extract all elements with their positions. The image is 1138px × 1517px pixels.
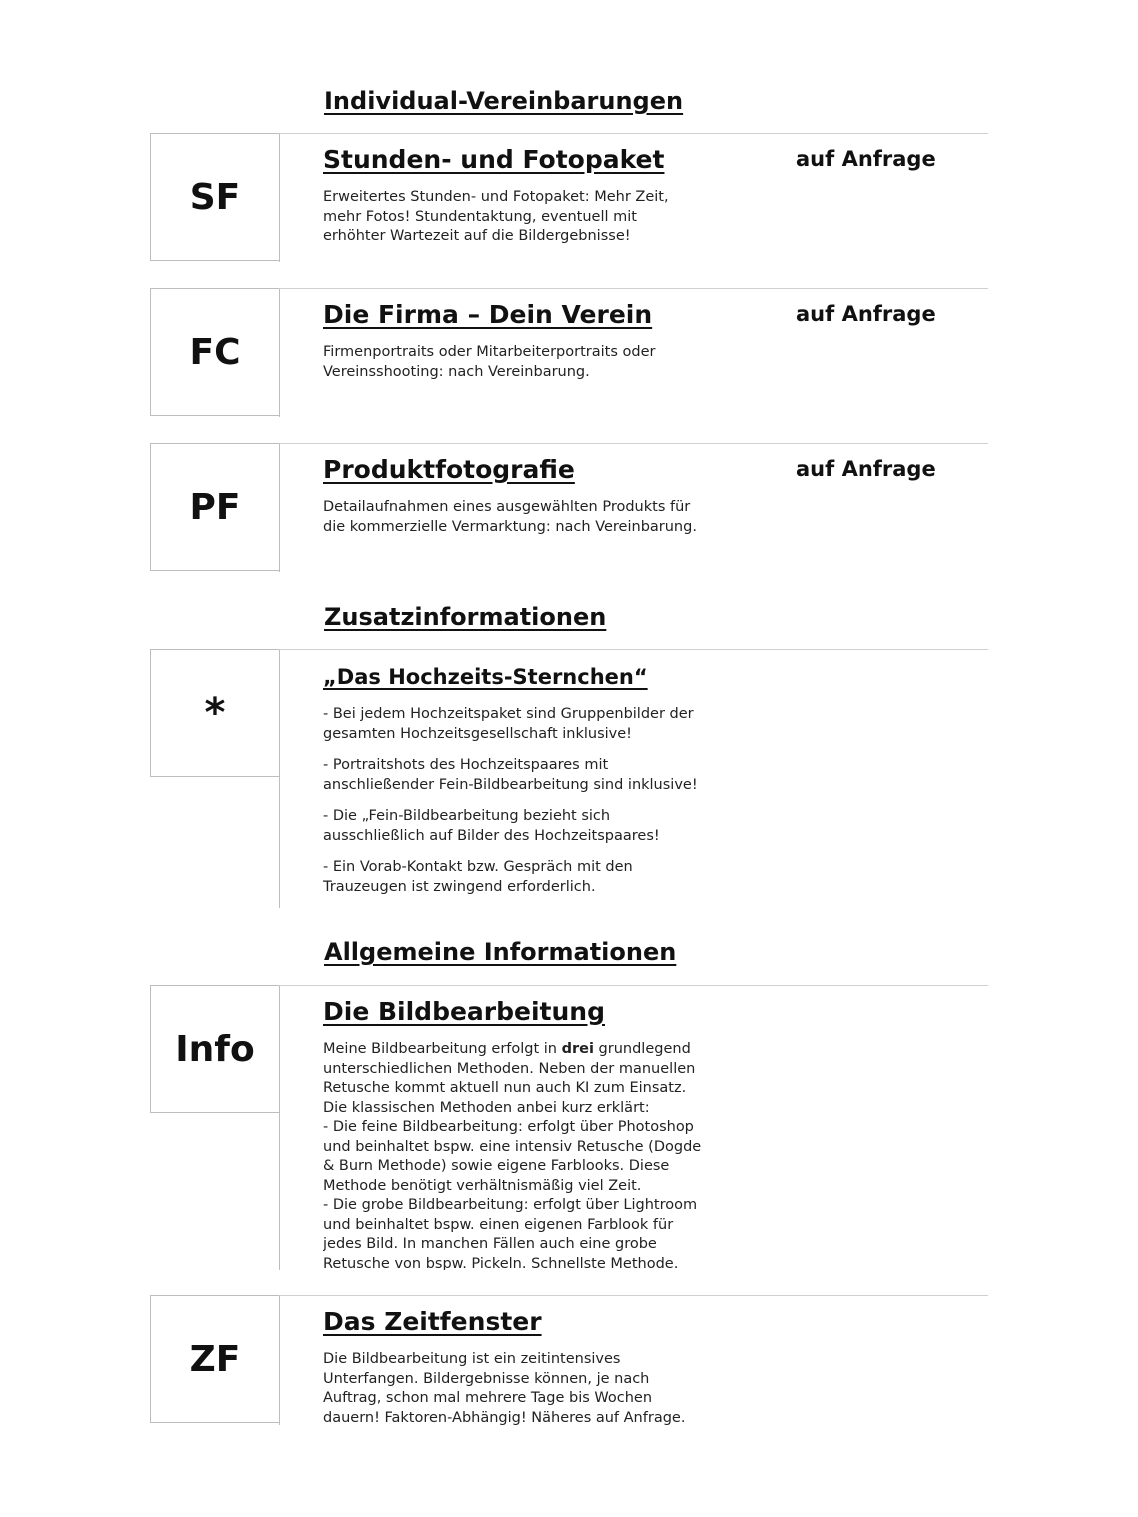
item-sf bbox=[150, 133, 988, 264]
item-zf bbox=[150, 1295, 988, 1426]
divider bbox=[279, 133, 988, 134]
item-code-info: Info bbox=[150, 985, 279, 1113]
info-coarse-editing: - Die grobe Bildbearbeitung: erfolgt über Lightroom und beinhaltet bspw. einen eigenen Farblook für jedes Bild. In manchen Fällen auch eine grobe Retusche von bspw. Pickeln. Schnellste Methode. bbox=[323, 1197, 698, 1270]
divider bbox=[279, 985, 280, 1270]
item-title-pf: Produktfotografie bbox=[323, 455, 575, 484]
list-item: - Die „Fein-Bildbearbeitung bezieht sich ausschließlich auf Bilder des Hochzeitspaares! bbox=[323, 808, 660, 844]
item-star bbox=[150, 649, 988, 909]
section-title-zusatz: Zusatzinformationen bbox=[324, 603, 607, 631]
divider bbox=[279, 1295, 280, 1425]
item-code-pf: PF bbox=[150, 443, 279, 571]
note-list bbox=[323, 705, 703, 909]
item-title-star: „Das Hochzeits-Sternchen“ bbox=[323, 665, 648, 689]
divider bbox=[279, 288, 988, 289]
item-desc-zf: Die Bildbearbeitung ist ein zeitintensives Unterfangen. Bildergebnisse können, je nach Auftrag, schon mal mehrere Tage bis Wochen dauern! Faktoren-Abhängig! Näheres auf Anfrage. bbox=[323, 1351, 686, 1426]
item-price-pf: auf Anfrage bbox=[796, 457, 936, 481]
section-title-allgemein: Allgemeine Informationen bbox=[324, 938, 677, 966]
divider bbox=[279, 288, 280, 417]
divider bbox=[279, 133, 280, 262]
divider bbox=[279, 985, 988, 986]
list-item: - Portraitshots des Hochzeitspaares mit anschließender Fein-Bildbearbeitung sind inklusive! bbox=[323, 757, 698, 793]
item-code-fc: FC bbox=[150, 288, 279, 416]
item-desc-fc: Firmenportraits oder Mitarbeiterportraits oder Vereinsshooting: nach Vereinbarung. bbox=[323, 344, 656, 380]
item-fc bbox=[150, 288, 988, 419]
item-code-sf: SF bbox=[150, 133, 279, 261]
item-title-sf: Stunden- und Fotopaket bbox=[323, 145, 665, 174]
divider bbox=[279, 1295, 988, 1296]
item-price-fc: auf Anfrage bbox=[796, 302, 936, 326]
divider bbox=[279, 649, 280, 908]
section-title-individual: Individual-Vereinbarungen bbox=[324, 87, 684, 115]
item-desc-info bbox=[323, 1040, 703, 1270]
item-price-sf: auf Anfrage bbox=[796, 147, 936, 171]
divider bbox=[279, 443, 988, 444]
info-fine-editing: - Die feine Bildbearbeitung: erfolgt über Photoshop und beinhaltet bspw. eine intensiv Retusche (Dogde & Burn Methode) sowie eigene Farblooks. Diese Methode benötigt verhältnismäßig viel Zeit. bbox=[323, 1119, 702, 1194]
item-title-zf: Das Zeitfenster bbox=[323, 1307, 542, 1336]
info-intro-text: Meine Bildbearbeitung erfolgt in bbox=[323, 1041, 562, 1057]
item-title-info: Die Bildbearbeitung bbox=[323, 997, 605, 1026]
item-desc-pf: Detailaufnahmen eines ausgewählten Produkts für die kommerzielle Vermarktung: nach Vereinbarung. bbox=[323, 499, 697, 535]
divider bbox=[279, 443, 280, 572]
item-desc-sf: Erweitertes Stunden- und Fotopaket: Mehr Zeit, mehr Fotos! Stundentaktung, eventuell mit erhöhter Wartezeit auf die Bildergebnisse! bbox=[323, 189, 669, 244]
list-item: - Bei jedem Hochzeitspaket sind Gruppenbilder der gesamten Hochzeitsgesellschaft inklusive! bbox=[323, 706, 694, 742]
list-item: - Ein Vorab-Kontakt bzw. Gespräch mit den Trauzeugen ist zwingend erforderlich. bbox=[323, 859, 633, 895]
info-intro-bold: drei bbox=[561, 1041, 594, 1057]
item-code-star: * bbox=[150, 649, 279, 777]
item-title-fc: Die Firma – Dein Verein bbox=[323, 300, 653, 329]
item-info bbox=[150, 985, 988, 1271]
item-code-zf: ZF bbox=[150, 1295, 279, 1423]
info-intro-text-rest: grundlegend unterschiedlichen Methoden. Neben der manuellen Retusche kommt aktuell nun auch KI zum Einsatz. Die klassischen Methoden anbei kurz erklärt: bbox=[323, 1041, 696, 1116]
item-pf bbox=[150, 443, 988, 574]
divider bbox=[279, 649, 988, 650]
